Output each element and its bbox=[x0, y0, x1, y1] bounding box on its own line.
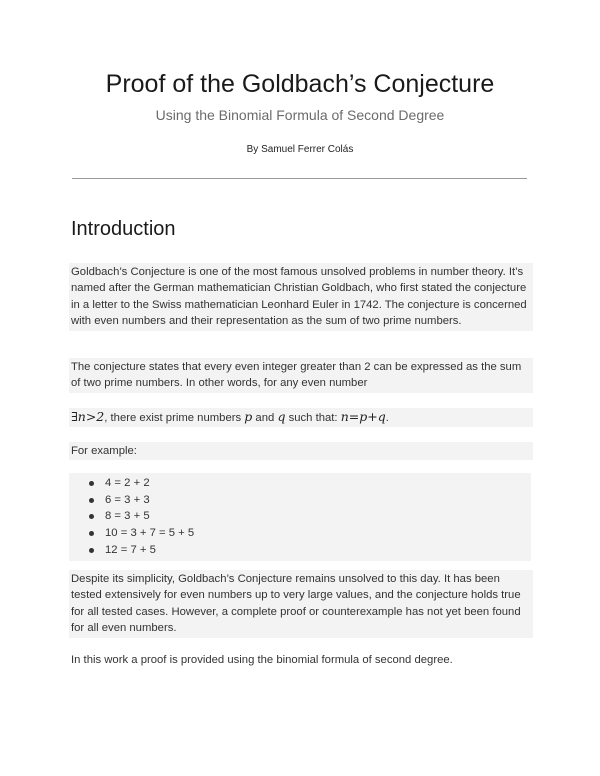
list-item bbox=[105, 492, 531, 509]
intro-paragraph-3: Despite its simplicity, Goldbach’s Conjecture remains unsolved to this day. It has been tested extensively for even numbers up to very large values, and the conjecture holds true for all tested cases. However, a complete proof or counterexample has not yet been found for all even numbers. bbox=[69, 570, 533, 638]
formula-text-2: and bbox=[252, 412, 278, 424]
list-item bbox=[105, 542, 531, 559]
intro-paragraph-2: The conjecture states that every even integer greater than 2 can be expressed as the sum of two prime numbers. In other words, for any even number bbox=[69, 358, 533, 393]
example-text: 8 = 3 + 5 bbox=[105, 510, 150, 523]
intro-paragraph-4: In this work a proof is provided using the binomial formula of second degree. bbox=[71, 654, 453, 666]
list-item bbox=[105, 525, 531, 542]
formula-text-1: , there exist prime numbers bbox=[104, 412, 245, 424]
section-heading-introduction: Introduction bbox=[71, 218, 176, 240]
example-text: 12 = 7 + 5 bbox=[105, 543, 156, 556]
list-item bbox=[105, 508, 531, 525]
bullet-icon bbox=[89, 514, 94, 519]
bullet-icon bbox=[89, 531, 94, 536]
bullet-icon bbox=[89, 498, 94, 503]
list-item bbox=[105, 475, 531, 492]
example-text: 6 = 3 + 3 bbox=[105, 493, 150, 506]
document-subtitle: Using the Binomial Formula of Second Degree bbox=[155, 107, 445, 123]
formula-equation: n=p+q bbox=[340, 409, 386, 424]
formula-end: . bbox=[385, 412, 389, 424]
examples-list bbox=[69, 473, 531, 561]
formula-text-3: such that: bbox=[285, 412, 341, 424]
bullet-icon bbox=[89, 548, 94, 553]
horizontal-divider bbox=[72, 178, 527, 179]
formula-line bbox=[69, 408, 533, 427]
formula-exists-clause: ∃n>2 bbox=[71, 409, 105, 424]
intro-paragraph-1: Goldbach’s Conjecture is one of the most famous unsolved problems in number theory. It’s named after the German mathematician Christian Goldbach, who first stated the conjecture in a letter to the Swiss mathematician Leonhard Euler in 1742. The conjecture is concerned with even numbers and their representation as the sum of two prime numbers. bbox=[69, 263, 533, 331]
formula-q: q bbox=[277, 409, 286, 424]
example-text: 4 = 2 + 2 bbox=[105, 477, 150, 489]
example-text: 10 = 3 + 7 = 5 + 5 bbox=[105, 527, 195, 540]
author-byline: By Samuel Ferrer Colás bbox=[246, 144, 354, 155]
for-example-label: For example: bbox=[69, 442, 533, 460]
formula-p: p bbox=[244, 409, 253, 424]
bullet-icon bbox=[89, 481, 94, 486]
document-title: Proof of the Goldbach’s Conjecture bbox=[105, 70, 495, 98]
